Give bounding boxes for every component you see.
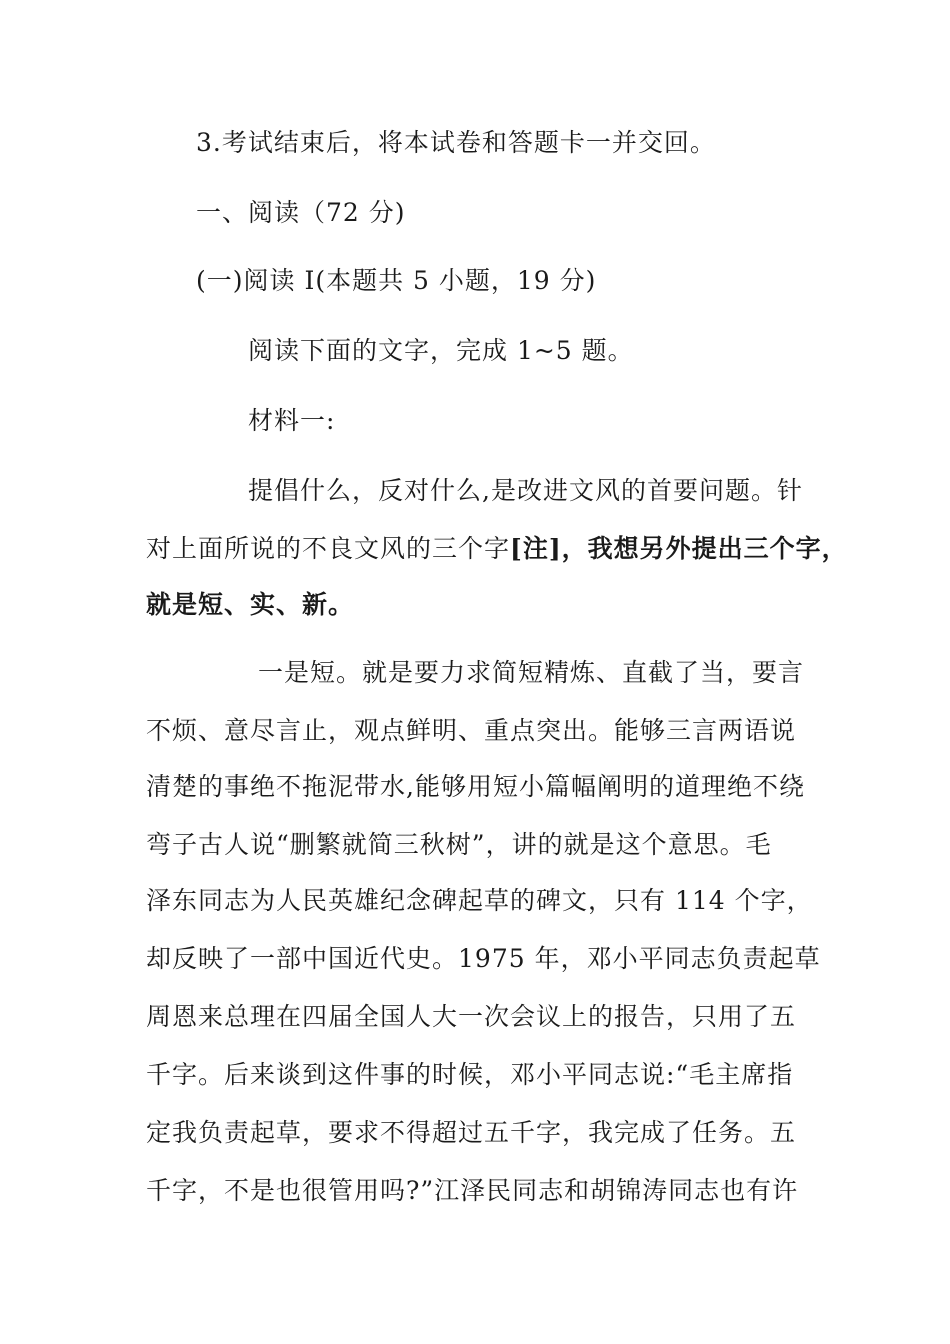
paragraph-text: 对上面所说的不良文风的三个字 — [146, 534, 511, 563]
paragraph-line: 不烦、意尽言止，观点鲜明、重点突出。能够三言两语说 — [146, 716, 797, 745]
material-label: 材料一: — [248, 406, 336, 435]
paragraph-line: 一是短。就是要力求简短精炼、直截了当，要言 — [258, 658, 805, 687]
paragraph-line: 却反映了一部中国近代史。1975 年，邓小平同志负责起草 — [146, 944, 821, 973]
paragraph-line: 周恩来总理在四届全国人大一次会议上的报告，只用了五 — [146, 1002, 797, 1031]
paragraph-line: 清楚的事绝不拖泥带水,能够用短小篇幅阐明的道理绝不绕 — [146, 772, 805, 801]
paragraph-line: 弯子古人说“删繁就简三秋树”，讲的就是这个意思。毛 — [146, 830, 772, 859]
paragraph-line — [146, 534, 848, 564]
subsection-heading-reading-1: (一)阅读 I(本题共 5 小题，19 分) — [196, 266, 597, 295]
reading-instruction: 阅读下面的文字，完成 1~5 题。 — [248, 336, 634, 365]
section-heading-reading: 一、阅读（72 分) — [196, 198, 406, 227]
emphasized-text: [注]，我想另外提出三个字， — [510, 534, 848, 563]
paragraph-line: 提倡什么，反对什么,是改进文风的首要问题。针 — [248, 476, 803, 505]
emphasized-line: 就是短、实、新。 — [146, 590, 355, 619]
exam-instruction-3: 3.考试结束后，将本试卷和答题卡一并交回。 — [196, 128, 716, 157]
paragraph-line: 定我负责起草，要求不得超过五千字，我完成了任务。五 — [146, 1118, 797, 1147]
paragraph-line: 千字，不是也很管用吗?”江泽民同志和胡锦涛同志也有许 — [146, 1176, 799, 1205]
paragraph-line: 泽东同志为人民英雄纪念碑起草的碑文，只有 114 个字， — [146, 886, 813, 915]
paragraph-line: 千字。后来谈到这件事的时候，邓小平同志说:“毛主席指 — [146, 1060, 794, 1089]
